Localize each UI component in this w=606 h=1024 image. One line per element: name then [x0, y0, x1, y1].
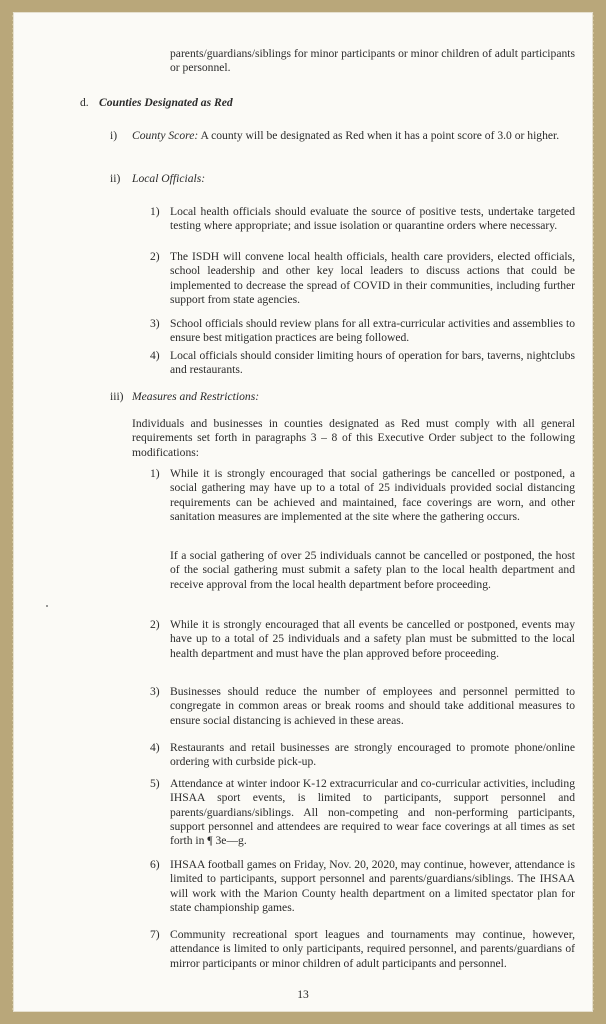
list-number: 4) [150, 349, 160, 362]
scan-speck [46, 605, 48, 607]
list-item: Local officials should consider limiting hours of operation for bars, taverns, nightclubs and restaurants. [170, 349, 575, 377]
subsection-number: i) [110, 129, 118, 142]
list-number: 3) [150, 317, 160, 330]
continuation-paragraph: parents/guardians/siblings for minor participants or minor children of adult participants or personnel. [170, 47, 575, 75]
measures-heading: Measures and Restrictions: [132, 390, 260, 403]
list-number: 2) [150, 250, 160, 263]
county-score-text: A county will be designated as Red when it has a point score of 3.0 or higher. [198, 129, 560, 142]
section-letter: d. [80, 96, 89, 109]
list-number: 2) [150, 618, 160, 631]
subsection-number: ii) [110, 172, 121, 185]
page-content [13, 12, 593, 1012]
list-item: While it is strongly encouraged that social gatherings be cancelled or postponed, a social gathering may have up to a total of 25 individuals provided social distancing requirements can be achieved and maintained, face coverings are worn, and other sanitation measures are implemented at the site where the gathering occurs. [170, 467, 575, 523]
list-item: Community recreational sport leagues and tournaments may continue, however, attendance is limited to only participants, required personnel, and parents/guardians of mirror participants or minor children of adult participants and personnel. [170, 928, 575, 970]
list-item: Local health officials should evaluate the source of positive tests, undertake targeted testing where appropriate; and issue isolation or quarantine orders where necessary. [170, 205, 575, 233]
list-number: 1) [150, 467, 160, 480]
section-heading: Counties Designated as Red [99, 96, 233, 109]
list-number: 1) [150, 205, 160, 218]
list-number: 3) [150, 685, 160, 698]
subsection-number: iii) [110, 390, 124, 403]
list-number: 4) [150, 741, 160, 754]
county-score-label: County Score: [132, 129, 199, 142]
list-item: Businesses should reduce the number of employees and personnel permitted to congregate in common areas or break rooms and should take additional measures to ensure social distancing is achieved in these areas. [170, 685, 575, 727]
list-item: Attendance at winter indoor K-12 extracurricular and co-curricular activities, including IHSAA sport events, is limited to participants, support personnel and parents/guardians/siblings. All non-competing and non-performing participants, support personnel and attendees are required to wear face coverings at all times as set forth in ¶ 3e—g. [170, 777, 575, 848]
local-officials-heading: Local Officials: [132, 172, 206, 185]
list-item: The ISDH will convene local health officials, health care providers, elected officials, school leadership and other key local leaders to discuss actions that could be implemented to decrease the spread of COVID in their communities, including further support from state agencies. [170, 250, 575, 306]
list-number: 6) [150, 858, 160, 871]
list-number: 5) [150, 777, 160, 790]
measures-intro: Individuals and businesses in counties designated as Red must comply with all general requirements set forth in paragraphs 3 – 8 of this Executive Order subject to the following modifications: [132, 417, 575, 459]
list-item: While it is strongly encouraged that all events be cancelled or postponed, events may have up to a total of 25 individuals and a safety plan must be submitted to the local health department and must have the plan approved before proceeding. [170, 618, 575, 660]
list-item: School officials should review plans for all extra-curricular activities and assemblies to ensure best mitigation practices are being followed. [170, 317, 575, 345]
list-item: Restaurants and retail businesses are strongly encouraged to promote phone/online ordering with curbside pick-up. [170, 741, 575, 769]
list-number: 7) [150, 928, 160, 941]
page-number: 13 [297, 988, 309, 1001]
county-score-paragraph [132, 129, 577, 143]
document-page [13, 12, 593, 1012]
list-item-continuation: If a social gathering of over 25 individuals cannot be cancelled or postponed, the host of the social gathering must submit a safety plan to the local health department and receive approval from the local health department before proceeding. [170, 549, 575, 591]
list-item: IHSAA football games on Friday, Nov. 20, 2020, may continue, however, attendance is limited to participants, support personnel and parents/guardians/siblings. The IHSAA will work with the Marion County health department on a limited spectator plan for state championship games. [170, 858, 575, 914]
